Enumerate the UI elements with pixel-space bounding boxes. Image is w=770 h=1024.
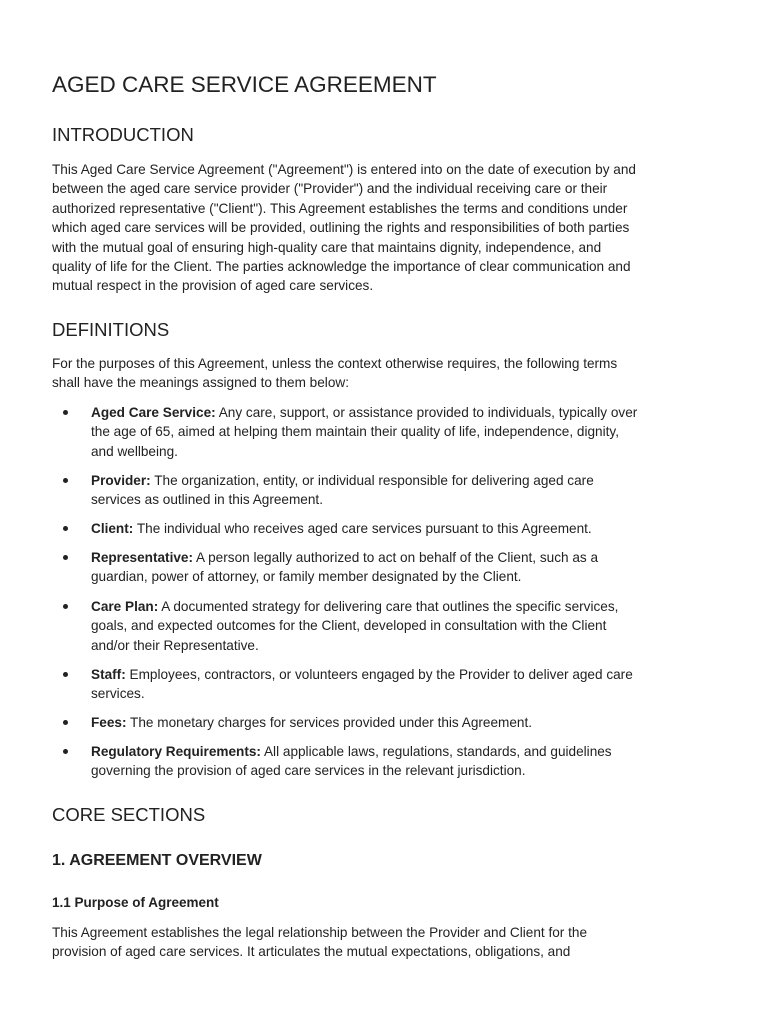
text-line: which aged care services will be provided, outlining the rights and responsibilities of both parties	[52, 220, 630, 236]
text-line: authorized representative ("Client"). This Agreement establishes the terms and conditions under	[52, 200, 628, 216]
definition-term: Care Plan:	[91, 599, 159, 614]
definition-term: Client:	[91, 521, 134, 536]
text-line: between the aged care service provider ("Provider") and the individual receiving care or their	[52, 181, 608, 197]
bullet-icon	[63, 478, 68, 483]
text-line: the age of 65, aimed at helping them maintain their quality of life, independence, dignity,	[91, 424, 619, 440]
subsection-1-1-paragraph	[52, 923, 742, 962]
definition-description: All applicable laws, regulations, standards, and guidelines	[260, 744, 612, 759]
introduction-heading: INTRODUCTION	[52, 124, 194, 145]
definition-description: Employees, contractors, or volunteers engaged by the Provider to deliver aged care	[125, 667, 633, 682]
definition-description: Any care, support, or assistance provided to individuals, typically over	[215, 405, 638, 420]
text-line: shall have the meanings assigned to them below:	[52, 375, 349, 391]
text-line	[91, 548, 598, 567]
section-1-heading: 1. AGREEMENT OVERVIEW	[52, 852, 262, 869]
definition-term: Staff:	[91, 667, 126, 682]
text-line: This Agreement establishes the legal relationship between the Provider and Client for the	[52, 925, 588, 940]
definition-text	[91, 471, 594, 510]
core-sections-heading: CORE SECTIONS	[52, 804, 206, 825]
text-line: and/or their Representative.	[91, 637, 259, 653]
text-line	[91, 713, 532, 732]
text-line: quality of life for the Client. The parties acknowledge the importance of clear communication and	[52, 259, 631, 275]
bullet-icon	[63, 672, 68, 677]
definition-text	[91, 742, 612, 781]
definition-text	[91, 665, 633, 704]
definition-text	[91, 403, 637, 461]
definition-text	[91, 713, 532, 732]
definition-description: The organization, entity, or individual responsible for delivering aged care	[150, 473, 594, 488]
text-line: For the purposes of this Agreement, unless the context otherwise requires, the following terms	[52, 356, 618, 371]
bullet-icon	[63, 410, 68, 415]
definitions-heading: DEFINITIONS	[52, 319, 170, 340]
text-line: with the mutual goal of ensuring high-quality care that maintains dignity, independence, and	[52, 239, 602, 255]
text-line: provision of aged care services. It articulates the mutual expectations, obligations, and	[52, 944, 571, 960]
text-line: governing the provision of aged care services in the relevant jurisdiction.	[91, 763, 526, 779]
text-line: services as outlined in this Agreement.	[91, 492, 323, 508]
definitions-paragraph	[52, 354, 742, 393]
definition-description: The individual who receives aged care services pursuant to this Agreement.	[133, 521, 592, 536]
text-line	[91, 665, 633, 684]
bullet-icon	[63, 526, 68, 531]
text-line	[91, 519, 592, 538]
document-title: AGED CARE SERVICE AGREEMENT	[52, 72, 437, 97]
definition-term: Aged Care Service:	[91, 405, 216, 420]
text-line: guardian, power of attorney, or family member designated by the Client.	[91, 569, 522, 585]
definition-description: A documented strategy for delivering care that outlines the specific services,	[158, 599, 619, 614]
text-line: services.	[91, 686, 145, 702]
text-line	[91, 597, 618, 616]
text-line	[91, 403, 637, 422]
subsection-1-1-heading: 1.1 Purpose of Agreement	[52, 895, 219, 910]
bullet-icon	[63, 749, 68, 754]
text-line: and wellbeing.	[91, 443, 178, 459]
bullet-icon	[63, 720, 68, 725]
text-line: This Aged Care Service Agreement ("Agreement") is entered into on the date of execution by and	[52, 162, 636, 177]
definition-term: Representative:	[91, 550, 193, 565]
introduction-paragraph	[52, 160, 742, 296]
text-line: goals, and expected outcomes for the Client, developed in consultation with the Client	[91, 618, 607, 634]
bullet-icon	[63, 604, 68, 609]
definition-text	[91, 519, 592, 538]
definition-term: Regulatory Requirements:	[91, 744, 261, 759]
definition-description: The monetary charges for services provided under this Agreement.	[126, 715, 533, 730]
bullet-icon	[63, 555, 68, 560]
text-line: mutual respect in the provision of aged care services.	[52, 278, 374, 294]
definition-term: Provider:	[91, 473, 151, 488]
text-line	[91, 742, 612, 761]
definition-text	[91, 548, 598, 587]
text-line	[91, 471, 594, 490]
definition-description: A person legally authorized to act on behalf of the Client, such as a	[193, 550, 599, 565]
definition-term: Fees:	[91, 715, 127, 730]
definition-text	[91, 597, 618, 655]
